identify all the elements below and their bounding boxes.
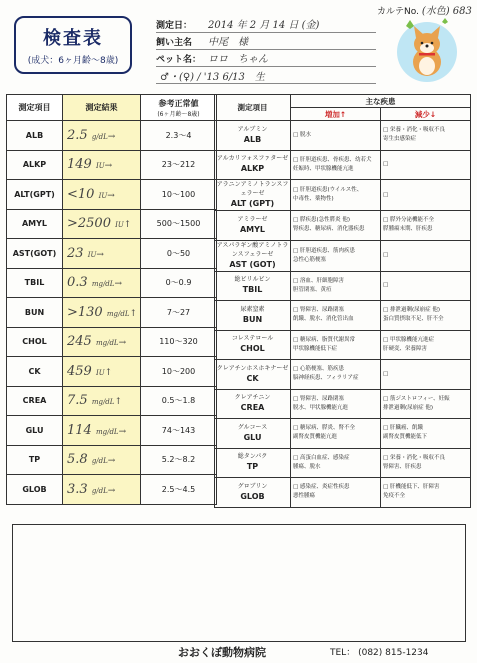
increase-cause: 中毒性、薬物性) <box>293 196 334 202</box>
result-value: 114 <box>67 422 92 438</box>
increase-causes <box>291 211 381 241</box>
decrease-causes <box>381 180 471 211</box>
decrease-cause: 膵腫瘍末期、肝疾患 <box>383 226 433 233</box>
test-code: ALT(GPT) <box>7 180 63 210</box>
result-trend-mark: → <box>96 249 104 260</box>
result-value: 5.8 <box>67 452 88 468</box>
result-row <box>7 357 217 387</box>
result-trend-mark: → <box>104 161 113 172</box>
item-jp-name: グルコース <box>237 423 268 431</box>
decrease-causes <box>381 211 471 241</box>
decrease-cause: 副腎皮質機能低下 <box>383 434 428 441</box>
increase-causes <box>291 180 381 211</box>
result-unit: g/dL <box>91 457 108 466</box>
increase-causes <box>291 448 381 478</box>
decrease-cause: □ <box>383 370 389 377</box>
disease-header-up: 増加↑ <box>291 108 381 121</box>
increase-cause: □ 肝胆道疾患(ウイルス性、 <box>293 187 363 194</box>
result-value: 23 <box>67 245 84 261</box>
result-value: 245 <box>67 334 92 350</box>
disease-header-main: 主な疾患 <box>291 95 471 108</box>
disease-item-name <box>215 180 291 211</box>
date-row <box>156 16 376 33</box>
item-code: CREA <box>240 403 265 413</box>
decrease-cause: 蛋白質摂取不足、肝不全 <box>383 316 444 323</box>
test-code: TP <box>7 445 63 475</box>
result-trend-mark: → <box>107 485 116 496</box>
result-row <box>7 475 217 505</box>
result-value: 459 <box>67 363 92 379</box>
test-result <box>63 386 141 416</box>
decrease-cause: □ 膵外分泌機能不全 <box>383 217 434 224</box>
item-jp-name: アルブミン <box>237 125 268 133</box>
result-unit: IU <box>115 221 124 230</box>
dog-eye-right <box>431 42 434 45</box>
disease-row <box>215 211 471 241</box>
decrease-causes <box>381 330 471 360</box>
hospital-name: おおくぼ動物病院 <box>178 646 266 659</box>
increase-causes <box>291 389 381 419</box>
increase-cause: 腎疾患、糖尿病、消化器疾患 <box>293 226 365 233</box>
result-value: 2.5 <box>67 127 88 143</box>
result-row <box>7 445 217 475</box>
result-row <box>7 386 217 416</box>
birth-value: ♂・(♀) / '13 6/13 生 <box>160 72 265 83</box>
increase-cause: □ 心筋梗塞、筋疾患 <box>293 366 344 373</box>
disease-header-down: 減少↓ <box>381 108 471 121</box>
increase-cause: □ 肝胆道疾患、筋肉疾患 <box>293 247 355 254</box>
decrease-cause: 腎障害、肝疾患 <box>383 463 422 470</box>
result-value: <10 <box>67 186 95 202</box>
item-jp-name: クレアチンホスホキナーゼ <box>216 364 289 372</box>
test-reference: 5.2～8.2 <box>141 445 217 475</box>
test-code: ALB <box>7 121 63 151</box>
item-jp-name: 総ビリルビン <box>234 276 271 284</box>
test-reference: 0～50 <box>141 239 217 269</box>
result-row <box>7 180 217 210</box>
tel-label: TEL： <box>330 648 356 658</box>
test-result <box>63 445 141 475</box>
result-row <box>7 298 217 328</box>
disease-row <box>215 121 471 151</box>
item-code: TP <box>246 462 259 472</box>
results-header-result: 測定結果 <box>63 95 141 121</box>
disease-header-row-1 <box>215 95 471 108</box>
disease-row <box>215 271 471 301</box>
disease-row <box>215 150 471 180</box>
result-unit: IU <box>98 191 108 200</box>
disease-item-name <box>215 301 291 331</box>
decrease-causes <box>381 301 471 331</box>
disease-item-name <box>215 150 291 180</box>
result-trend-mark: ↑ <box>104 367 113 378</box>
item-code: CHOL <box>240 344 265 354</box>
decrease-cause: 肝硬変、栄養障害 <box>383 345 428 352</box>
test-result <box>63 150 141 180</box>
item-code: ALB <box>243 134 262 144</box>
increase-cause: □ 糖尿病、膵炎、腎不全 <box>293 425 355 432</box>
item-code: TBIL <box>242 285 263 295</box>
result-row <box>7 327 217 357</box>
results-header-row <box>7 95 217 121</box>
item-jp-name: 総タンパク <box>237 453 268 461</box>
item-code: GLOB <box>240 491 265 501</box>
item-code: AST (GOT) <box>229 259 276 269</box>
result-row <box>7 209 217 239</box>
test-result <box>63 357 141 387</box>
birth-row <box>156 67 376 84</box>
test-reference: 0.5～1.8 <box>141 386 217 416</box>
item-jp-name: クレアチニン <box>234 394 271 402</box>
item-code: CK <box>246 373 259 383</box>
test-reference: 2.3～4 <box>141 121 217 151</box>
disease-item-name <box>215 478 291 508</box>
decrease-causes <box>381 478 471 508</box>
result-trend-mark: → <box>118 426 127 437</box>
owner-label: 飼い主名 <box>156 38 193 48</box>
increase-causes <box>291 150 381 180</box>
item-code: GLU <box>243 432 262 442</box>
result-trend-mark: → <box>107 456 116 467</box>
disease-row <box>215 301 471 331</box>
item-jp-name: アミラーゼ <box>237 215 268 223</box>
increase-cause: □ 高蛋白血症、感染症 <box>293 454 350 461</box>
test-reference: 10～200 <box>141 357 217 387</box>
test-result <box>63 121 141 151</box>
decrease-causes <box>381 121 471 151</box>
increase-cause: □ 肝胆道疾患、骨疾患、幼若犬 <box>293 156 372 163</box>
disease-row <box>215 180 471 211</box>
test-code: GLU <box>7 416 63 446</box>
disease-item-name <box>215 330 291 360</box>
item-jp-name: コレステロール <box>231 335 274 343</box>
increase-cause: 甲状腺機能低下症 <box>293 345 338 352</box>
test-reference: 74～143 <box>141 416 217 446</box>
decrease-cause: 排泄過剰(尿崩症 他) <box>383 404 434 411</box>
decrease-causes <box>381 419 471 449</box>
page-title: 検査表 <box>43 28 103 49</box>
decrease-causes <box>381 150 471 180</box>
increase-causes <box>291 330 381 360</box>
test-code: AST(GOT) <box>7 239 63 269</box>
karte-number <box>377 2 472 17</box>
disease-item-name <box>215 448 291 478</box>
item-jp-name: アルカリフォスファターゼ <box>216 155 289 163</box>
disease-row <box>215 330 471 360</box>
decrease-cause: □ <box>383 282 389 289</box>
result-trend-mark: ↑ <box>129 308 138 319</box>
result-unit: mg/dL <box>106 309 130 318</box>
increase-cause: □ 脱水 <box>293 131 311 138</box>
disease-item-name <box>215 240 291 271</box>
increase-causes <box>291 271 381 301</box>
disease-table <box>214 94 471 508</box>
disease-row <box>215 448 471 478</box>
dog-collar <box>419 53 435 56</box>
tel-value: (082) 815-1234 <box>358 648 429 658</box>
test-reference: 110～320 <box>141 327 217 357</box>
decrease-cause: □ 肝臓癌、飢餓 <box>383 425 423 432</box>
result-row <box>7 121 217 151</box>
test-code: CHOL <box>7 327 63 357</box>
result-unit: mg/dL <box>91 398 115 407</box>
test-result <box>63 327 141 357</box>
decrease-causes <box>381 389 471 419</box>
increase-causes <box>291 419 381 449</box>
decrease-cause: □ 肝機能低下、肝障害 <box>383 484 440 491</box>
item-code: AMYL <box>239 224 266 234</box>
memo-box <box>12 524 466 642</box>
item-jp-name: 尿素窒素 <box>240 305 265 313</box>
karte-value: (水色) 683 <box>421 6 472 17</box>
test-result <box>63 298 141 328</box>
result-value: >130 <box>67 304 103 320</box>
disease-header-item: 測定項目 <box>215 95 291 121</box>
karte-label: カルテNo. <box>377 7 419 17</box>
test-reference: 23～212 <box>141 150 217 180</box>
increase-cause: 脱水、甲状腺機能亢進 <box>293 404 349 411</box>
date-label: 測定日： <box>156 21 193 31</box>
decrease-causes <box>381 271 471 301</box>
owner-value: 中尾 様 <box>208 37 248 48</box>
test-result <box>63 268 141 298</box>
increase-cause: 飢餓、脱水、消化管出血 <box>293 316 354 323</box>
increase-cause: □ 感染症、炎症性疾患 <box>293 484 350 491</box>
disease-row <box>215 389 471 419</box>
result-row <box>7 150 217 180</box>
item-jp-name: アスパラギン酸アミノトランスフェラーゼ <box>216 241 289 258</box>
disease-item-name <box>215 271 291 301</box>
result-value: 0.3 <box>67 275 88 291</box>
decrease-cause: □ 筋ジストロフィー、妊娠 <box>383 395 450 402</box>
dog-illustration <box>392 16 462 84</box>
result-value: 3.3 <box>67 481 88 497</box>
test-code: BUN <box>7 298 63 328</box>
results-header-ref <box>141 95 217 121</box>
increase-cause: 妊娠時、甲状腺機能亢進 <box>293 165 354 172</box>
decrease-cause: □ 甲状腺機能亢進症 <box>383 336 434 343</box>
increase-cause: 脳神経疾患、フィラリア症 <box>293 375 359 382</box>
result-value: 149 <box>67 157 92 173</box>
disease-row <box>215 478 471 508</box>
disease-row <box>215 419 471 449</box>
disease-item-name <box>215 360 291 390</box>
increase-cause: 悪性腫瘍 <box>293 493 316 500</box>
decrease-cause: □ 排泄過剰(尿崩症 他) <box>383 307 440 314</box>
decrease-cause: □ 栄養・消化・吸収不良 <box>383 454 445 461</box>
test-reference: 7～27 <box>141 298 217 328</box>
test-reference: 10～100 <box>141 180 217 210</box>
test-reference: 500～1500 <box>141 209 217 239</box>
test-result <box>63 475 141 505</box>
test-code: CREA <box>7 386 63 416</box>
increase-causes <box>291 240 381 271</box>
result-unit: mg/dL <box>91 280 115 289</box>
result-unit: mg/dL <box>95 427 119 436</box>
decrease-cause: 寄生虫感染症 <box>383 136 417 143</box>
result-trend-mark: → <box>107 190 115 201</box>
result-trend-mark: → <box>107 131 116 142</box>
pet-value: ロロ ちゃん <box>208 54 268 65</box>
result-value: 7.5 <box>67 393 88 409</box>
increase-cause: 腫瘍、脱水 <box>293 463 321 470</box>
result-trend-mark: ↑ <box>123 220 132 231</box>
result-row <box>7 239 217 269</box>
dog-chest <box>419 57 435 75</box>
test-code: CK <box>7 357 63 387</box>
item-jp-name: アラニンアミノトランスフェラーゼ <box>216 181 289 197</box>
increase-cause: □ 腎障害、尿路閉塞 <box>293 307 344 314</box>
decrease-cause: □ <box>383 252 389 259</box>
owner-row <box>156 33 376 50</box>
results-header-ref-title: 参考正常値 <box>158 98 199 108</box>
result-unit: g/dL <box>91 132 108 141</box>
decrease-cause: □ 栄養・消化・吸収不良 <box>383 127 445 134</box>
increase-cause: □ 腎障害、尿路閉塞 <box>293 395 344 402</box>
decrease-causes <box>381 240 471 271</box>
patient-info <box>156 16 376 84</box>
result-value: >2500 <box>67 216 111 232</box>
pet-label: ペット名： <box>156 55 202 65</box>
item-code: ALKP <box>240 164 265 174</box>
decrease-cause: □ <box>383 191 389 198</box>
increase-cause: □ 糖尿病、脂質代謝異常 <box>293 336 355 343</box>
decrease-causes <box>381 360 471 390</box>
result-trend-mark: → <box>114 279 122 290</box>
telephone <box>330 645 428 658</box>
test-result <box>63 180 141 210</box>
test-result <box>63 416 141 446</box>
increase-causes <box>291 301 381 331</box>
result-trend-mark: ↑ <box>114 397 122 408</box>
test-result <box>63 209 141 239</box>
test-code: GLOB <box>7 475 63 505</box>
results-header-item: 測定項目 <box>7 95 63 121</box>
test-result <box>63 239 141 269</box>
result-row <box>7 416 217 446</box>
increase-cause: 副腎皮質機能亢進 <box>293 434 338 441</box>
test-code: ALKP <box>7 150 63 180</box>
results-header-ref-sub: (6ヶ月齢～8歳) <box>157 110 200 118</box>
increase-cause: 急性心筋梗塞 <box>293 256 327 263</box>
test-code: AMYL <box>7 209 63 239</box>
result-trend-mark: → <box>118 338 127 349</box>
result-unit: IU <box>87 250 97 259</box>
increase-cause: □ 溶血、肝細胞障害 <box>293 277 344 284</box>
disease-item-name <box>215 419 291 449</box>
item-code: ALT (GPT) <box>230 199 275 208</box>
increase-cause: □ 膵疾患(急性膵炎 他) <box>293 217 350 224</box>
title-box <box>14 16 132 74</box>
increase-causes <box>291 121 381 151</box>
disease-item-name <box>215 211 291 241</box>
increase-causes <box>291 360 381 390</box>
increase-cause: 胆管閉塞、黄疸 <box>293 286 332 293</box>
result-row <box>7 268 217 298</box>
dog-nose <box>426 45 429 48</box>
disease-item-name <box>215 389 291 419</box>
item-code: BUN <box>242 314 263 324</box>
disease-row <box>215 360 471 390</box>
increase-causes <box>291 478 381 508</box>
date-value: 2014 年 2 月 14 日 (金) <box>208 20 320 31</box>
decrease-cause: □ <box>383 161 389 168</box>
result-unit: g/dL <box>91 486 108 495</box>
result-unit: IU <box>95 368 105 377</box>
test-reference: 2.5～4.5 <box>141 475 217 505</box>
disease-row <box>215 240 471 271</box>
result-unit: mg/dL <box>95 339 119 348</box>
dog-eye-left <box>421 42 424 45</box>
test-reference: 0～0.9 <box>141 268 217 298</box>
results-table <box>6 94 217 505</box>
result-unit: IU <box>95 162 105 171</box>
test-code: TBIL <box>7 268 63 298</box>
pet-row <box>156 50 376 67</box>
decrease-causes <box>381 448 471 478</box>
decrease-cause: 免疫不全 <box>383 493 406 500</box>
disease-item-name <box>215 121 291 151</box>
page-subtitle: (成犬：6ヶ月齢～8歳) <box>27 56 119 66</box>
item-jp-name: グロブリン <box>237 482 268 490</box>
